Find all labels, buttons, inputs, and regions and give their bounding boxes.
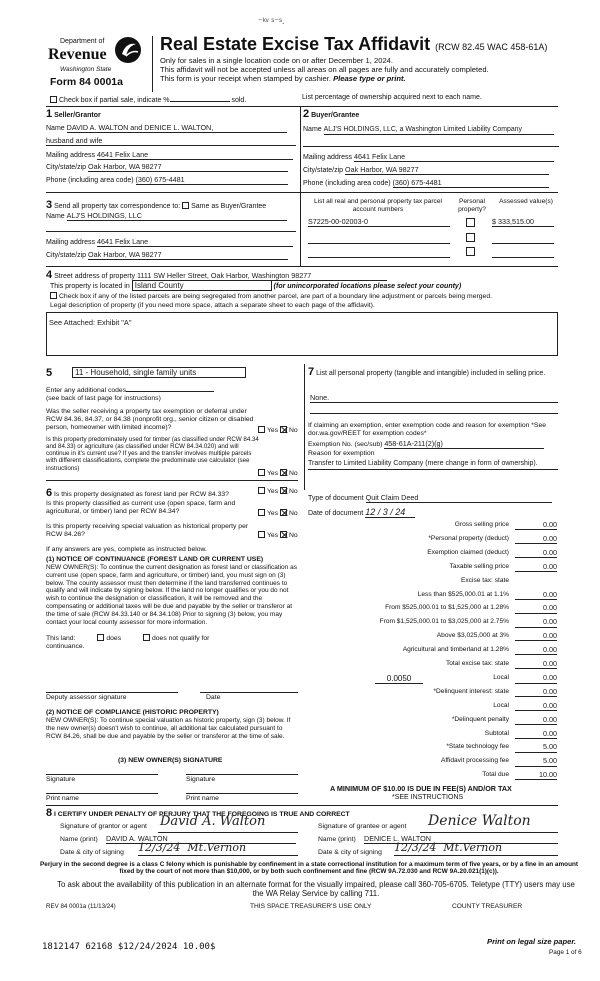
grantee-date-label: Date & city of signing bbox=[318, 849, 382, 856]
new-owner-print-2[interactable]: Print name bbox=[186, 795, 219, 802]
deputy-sig-label: Deputy assessor signature bbox=[46, 694, 127, 701]
tax-corr-address: Mailing address 4641 Felix Lane bbox=[46, 238, 296, 247]
grantee-sig-label: Signature of grantee or agent bbox=[318, 823, 407, 830]
grantee-signature[interactable]: Denice Walton bbox=[428, 813, 531, 829]
seller-city: City/state/zip Oak Harbor, WA 98277 bbox=[46, 163, 296, 172]
local-label: Local bbox=[493, 673, 509, 681]
buyer-name-field[interactable]: ALJ'S HOLDINGS, LLC, a Washington Limited Liability Company bbox=[324, 126, 554, 135]
tax-row-value[interactable]: 5.00 bbox=[515, 743, 557, 752]
tax-row bbox=[305, 771, 557, 780]
seller-name-field[interactable]: DAVID A. WALTON and DENICE L. WALTON, bbox=[67, 124, 287, 133]
forest-q-answers: Yes No bbox=[258, 487, 298, 496]
tax-row-value[interactable]: 0.00 bbox=[515, 535, 557, 544]
deputy-date-label: Date bbox=[206, 694, 221, 701]
tax-row-value[interactable]: 10.00 bbox=[515, 771, 557, 780]
treasurer-use: THIS SPACE TREASURER'S USE ONLY bbox=[250, 903, 372, 910]
tax-row-value[interactable]: 0.00 bbox=[515, 716, 557, 725]
assessed-col-header: Assessed value(s) bbox=[499, 198, 553, 205]
tax-row bbox=[305, 743, 557, 752]
timber-q-answers: Yes No bbox=[258, 469, 298, 478]
page-title: Real Estate Excise Tax Affidavit (RCW 82.45 WAC 458-61A) bbox=[160, 34, 548, 54]
tax-row-label: *Delinquent interest: state bbox=[433, 687, 509, 695]
tax-row bbox=[305, 716, 557, 725]
state-label: Washington State bbox=[60, 66, 112, 73]
legal-description-field[interactable]: See Attached: Exhibit "A" bbox=[46, 312, 558, 356]
legal-desc-label: Legal description of property (if you need more space, attach a separate sheet to each page of the affidavit). bbox=[50, 302, 375, 309]
tax-corr-name: Name ALJ'S HOLDINGS, LLC bbox=[46, 212, 296, 221]
forest-no-checkbox[interactable] bbox=[280, 487, 287, 494]
notice-1-body: NEW OWNER(S): To continue the current designation as forest land or classification as current use (open space, farm and agriculture, or timber) land, you must sign on (3) below. The county assessor must then determine if the land transferred continues to qualify and will indicate by signing below. If the land no longer qualifies or you do not wish to continue the designation or classification, it will be removed and the compensating or additional taxes will be due and payable by the seller or transferor at the time of sale (RCW 84.33.140 or 84.34.108) Prior to signing (3) below, you may contact your local county assessor for more information. bbox=[46, 564, 297, 626]
revenue-logo-icon bbox=[114, 36, 142, 64]
tax-row-value[interactable] bbox=[515, 577, 557, 585]
new-owner-sig-1[interactable]: Signature bbox=[46, 776, 76, 783]
tax-row-label: *Personal property (deduct) bbox=[428, 534, 509, 542]
perjury-text: Perjury in the second degree is a class C felony which is punishable by confinement in a state correctional institution for a maximum term of five years, or by a fine in an amount fixed by the court of not more than $10,000, or by both such confinement and fine (RCW 9A.72.030 and RCW 9A.20.021(1)(c)). bbox=[40, 861, 579, 876]
scan-marks: ⁻ᵏᵛ ˢ⁻ˢ. bbox=[258, 16, 285, 26]
new-owner-print-1[interactable]: Print name bbox=[46, 795, 79, 802]
tax-row-label: Exemption claimed (deduct) bbox=[427, 548, 509, 556]
reason-field[interactable]: Transfer to Limited Liability Company (mere change in form of ownership). bbox=[308, 459, 558, 470]
tax-row-label: *State technology fee bbox=[446, 743, 509, 751]
buyer-phone-field[interactable]: (360) 675-4481 bbox=[393, 179, 549, 188]
buyer-city-field[interactable]: Oak Harbor, WA 98277 bbox=[345, 166, 549, 175]
tax-row bbox=[305, 632, 557, 641]
county-select[interactable]: Island County bbox=[132, 280, 272, 291]
historic-yes-checkbox[interactable] bbox=[258, 531, 265, 538]
section-5-num: 5 bbox=[46, 367, 53, 379]
tax-row-value[interactable]: 0.00 bbox=[515, 618, 557, 627]
notice-2-title: (2) NOTICE OF COMPLIANCE (HISTORIC PROPERTY) bbox=[46, 709, 219, 716]
tax-row-label: Local bbox=[493, 701, 509, 709]
tax-row-value[interactable]: 0.00 bbox=[515, 688, 557, 697]
grantee-name-field[interactable]: DENICE L. WALTON bbox=[364, 835, 558, 844]
current-use-q-answers: Yes No bbox=[258, 509, 298, 518]
tax-row-label: Above $3,025,000 at 3% bbox=[436, 632, 509, 640]
partial-sale-checkbox[interactable] bbox=[50, 96, 57, 103]
county-row: This property is located in Island County (for unincorporated locations please select your county) bbox=[50, 281, 462, 290]
tax-corr-city-field[interactable]: Oak Harbor, WA 98277 bbox=[88, 251, 288, 260]
seller-name2-field[interactable]: husband and wife bbox=[46, 137, 296, 146]
segregate-row: Check box if any of the listed parcels are being segregated from another parcel, are part of a boundary line adjustment or parcels being merged. bbox=[50, 292, 492, 301]
land-use-select[interactable]: 11 - Household, single family units bbox=[72, 367, 246, 378]
header-notes: Only for sales in a single location code on or after December 1, 2024. This affidavit will not be accepted unless all areas on all pages are fully and accurately completed. This form is your receipt when stamped by cashier. Please type or print. bbox=[160, 56, 489, 84]
reason-label: Reason for exemption bbox=[308, 450, 375, 457]
tax-row-value[interactable]: 0.00 bbox=[515, 660, 557, 669]
notice-1-title: (1) NOTICE OF CONTINUANCE (FOREST LAND OR CURRENT USE) bbox=[46, 556, 264, 563]
tax-row-value[interactable]: 0.00 bbox=[515, 632, 557, 641]
local-rate: 0.0050 bbox=[375, 674, 423, 684]
tax-row-value[interactable]: 0.00 bbox=[515, 646, 557, 655]
timber-yes-checkbox[interactable] bbox=[258, 469, 265, 476]
section-1-title: 1 Seller/Grantor bbox=[46, 108, 101, 120]
tax-corr-address-field[interactable]: 4641 Felix Lane bbox=[97, 238, 293, 247]
grantee-name-label: Name (print) bbox=[318, 836, 356, 843]
section-3-title: 3 Send all property tax correspondence to: Same as Buyer/Grantee bbox=[46, 199, 267, 211]
property-address: 4 Street address of property 1111 SW Heller Street, Oak Harbor, Washington 98277 bbox=[46, 269, 387, 282]
current-use-no-checkbox[interactable] bbox=[280, 509, 287, 516]
tax-row-label: From $1,525,000.01 to $3,025,000 at 2.75% bbox=[379, 618, 509, 626]
tax-corr-name-field[interactable]: ALJ'S HOLDINGS, LLC bbox=[67, 212, 287, 221]
form-revision: REV 84 0001a (11/13/24) bbox=[46, 903, 116, 910]
tax-row-label: Taxable selling price bbox=[449, 562, 509, 570]
personal-property-field[interactable]: None. bbox=[310, 394, 558, 403]
seller-address-field[interactable]: 4641 Felix Lane bbox=[97, 151, 293, 160]
tax-row bbox=[305, 757, 557, 766]
parcel-field[interactable]: S7225-00-02003-0 bbox=[308, 218, 450, 227]
tax-row-value[interactable]: 0.00 bbox=[515, 521, 557, 530]
buyer-city: City/state/zip Oak Harbor, WA 98277 bbox=[303, 166, 559, 175]
tax-row-label: Total excise tax: state bbox=[445, 660, 509, 667]
exemption-yes-checkbox[interactable] bbox=[258, 426, 265, 433]
tax-row bbox=[305, 563, 557, 572]
personal-property-checkbox-2[interactable] bbox=[466, 233, 475, 242]
seller-phone-field[interactable]: (360) 675-4481 bbox=[136, 176, 288, 185]
timber-q: Is this property predominately used for timber (as classified under RCW 84.34 and 84.33) or agriculture (as classified under RCW 84.34.020) and will continue in it's current use? If yes and the transfer involves multiple parcels with different classifications, complete the predominate use calculator (see instructions) bbox=[46, 436, 259, 472]
certify-text: 8 I CERTIFY UNDER PENALTY OF PERJURY THAT THE FOREGOING IS TRUE AND CORRECT bbox=[46, 807, 350, 819]
legal-paper-note: Print on legal size paper. bbox=[487, 937, 577, 946]
same-as-buyer-checkbox[interactable] bbox=[182, 202, 189, 209]
tax-row-label: From $525,000.01 to $1,525,000 at 1.28% bbox=[385, 604, 509, 612]
tax-row-label: *Delinquent penalty bbox=[451, 715, 509, 723]
ownership-note: List percentage of ownership acquired next to each name. bbox=[302, 94, 482, 101]
exemption-q-answers: Yes No bbox=[258, 426, 298, 435]
tax-corr-city: City/state/zip Oak Harbor, WA 98277 bbox=[46, 251, 296, 260]
does-not-checkbox[interactable] bbox=[143, 634, 150, 641]
this-land-row: This land: does does not qualify for continuance. bbox=[46, 635, 210, 650]
personal-property-checkbox-3[interactable] bbox=[466, 247, 475, 256]
partial-sale: Check box if partial sale, indicate % sold. bbox=[50, 96, 246, 105]
tax-row bbox=[305, 730, 557, 739]
tax-row-label bbox=[305, 674, 515, 684]
accessibility-text: To ask about the availability of this publication in an alternate format for the visually impaired, please call 360-705-6705. Teletype (TTY) users may use the WA Relay Service by calling 711. bbox=[57, 880, 575, 899]
tax-row bbox=[305, 660, 557, 669]
grantor-name-label: Name (print) bbox=[60, 836, 98, 843]
historic-no-checkbox[interactable] bbox=[280, 531, 287, 538]
tax-row bbox=[305, 688, 557, 697]
tax-row-label: Affidavit processing fee bbox=[440, 757, 509, 765]
notice-3-title: (3) NEW OWNER(S) SIGNATURE bbox=[118, 757, 223, 764]
segregate-checkbox[interactable] bbox=[50, 292, 57, 299]
buyer-phone: Phone (including area code) (360) 675-4481 bbox=[303, 179, 559, 188]
tax-row bbox=[305, 702, 557, 711]
minimum-note: A MINIMUM OF $10.00 IS DUE IN FEE(S) AND/OR TAX bbox=[330, 784, 512, 793]
current-use-q: Is this property classified as current use (open space, farm and agricultural, or timber) land per RCW 84.34? bbox=[46, 500, 236, 515]
section-2-title: 2 Buyer/Grantee bbox=[303, 108, 360, 120]
timber-no-checkbox[interactable] bbox=[280, 469, 287, 476]
tax-row-label: Total due bbox=[482, 771, 509, 779]
forest-q: 6 Is this property designated as forest land per RCW 84.33? bbox=[46, 487, 229, 499]
current-use-yes-checkbox[interactable] bbox=[258, 509, 265, 516]
tax-row-label: Less than $525,000.01 at 1.1% bbox=[417, 590, 509, 598]
tax-row-label: Excise tax: state bbox=[460, 576, 509, 584]
historic-q-answers: Yes No bbox=[258, 531, 298, 540]
tax-row bbox=[305, 535, 557, 544]
seller-address: Mailing address 4641 Felix Lane bbox=[46, 151, 296, 160]
see-instructions: *SEE INSTRUCTIONS bbox=[392, 794, 464, 801]
revenue-label: Revenue bbox=[48, 46, 107, 63]
tax-row bbox=[305, 521, 557, 530]
dept-label: Department of bbox=[60, 38, 105, 45]
forest-yes-checkbox[interactable] bbox=[258, 487, 265, 494]
exemption-no-checkbox[interactable] bbox=[280, 426, 287, 433]
tax-row-value[interactable]: 0.00 bbox=[515, 549, 557, 558]
tax-row bbox=[305, 674, 557, 684]
grantee-date-field[interactable]: 12/3/24 Mt.Vernon bbox=[394, 842, 558, 856]
buyer-address-field[interactable]: 4641 Felix Lane bbox=[354, 153, 554, 162]
exemption-no-field[interactable]: 458-61A-211(2)(g) bbox=[384, 440, 544, 449]
buyer-address: Mailing address 4641 Felix Lane bbox=[303, 153, 559, 162]
parcel-col-header: List all real and personal property tax parcel account numbers bbox=[314, 198, 442, 213]
if-yes-note: If any answers are yes, complete as instructed below. bbox=[46, 546, 207, 553]
notice-2-body: NEW OWNER(S): To continue special valuation as historic property, sign (3) below. If the new owner(s) doesn't wish to continue, all additional tax calculated pursuant to RCW 84.26, shall be due and payable by the seller or transferor at the time of sale. bbox=[46, 717, 291, 740]
doc-date-field[interactable]: 12 / 3 / 24 bbox=[365, 507, 415, 518]
grantor-date-field[interactable]: 12/3/24 Mt.Vernon bbox=[138, 842, 298, 856]
tax-row-value[interactable]: 5.00 bbox=[515, 757, 557, 766]
tax-row-value[interactable]: 0.00 bbox=[515, 730, 557, 739]
grantor-date-label: Date & city of signing bbox=[60, 849, 124, 856]
tax-row-value[interactable]: 0.00 bbox=[515, 591, 557, 600]
seller-name: Name DAVID A. WALTON and DENICE L. WALTON, bbox=[46, 124, 296, 133]
tax-row bbox=[305, 549, 557, 558]
seller-phone: Phone (including area code) (360) 675-4481 bbox=[46, 176, 296, 185]
property-address-field[interactable]: 1111 SW Heller Street, Oak Harbor, Washington 98277 bbox=[137, 272, 387, 281]
doc-type-field[interactable]: Quit Claim Deed bbox=[366, 494, 552, 503]
tax-row bbox=[305, 604, 557, 613]
new-owner-sig-2[interactable]: Signature bbox=[186, 776, 216, 783]
exemption-q: Was the seller receiving a property tax exemption or deferral under RCW 84.36, 84.37, or 84.38 (nonprofit org., senior citizen or disabled person, homeowner with limited income)? bbox=[46, 408, 254, 431]
personal-property-checkbox-1[interactable] bbox=[466, 218, 475, 227]
grantor-sig-label: Signature of grantor or agent bbox=[60, 823, 147, 830]
tax-row bbox=[305, 646, 557, 655]
does-checkbox[interactable] bbox=[97, 634, 104, 641]
tax-row bbox=[305, 591, 557, 600]
exemption-no: Exemption No. (sec/sub) 458-61A-211(2)(g) bbox=[308, 440, 560, 449]
add-codes-label: Enter any additional codes (see back of last page for instructions) bbox=[46, 387, 214, 403]
exemption-note: If claiming an exemption, enter exemption code and reason for exemption *See dor.wa.gov/REET for exemption codes* bbox=[308, 422, 547, 437]
tax-row-label: Agricultural and timberland at 1.28% bbox=[402, 646, 509, 654]
form-number: Form 84 0001a bbox=[50, 76, 123, 88]
personal-col-header: Personal property? bbox=[458, 198, 486, 213]
tax-row-label: Gross selling price bbox=[454, 521, 509, 528]
historic-q: Is this property receiving special valuation as historical property per RCW 84.26? bbox=[46, 523, 249, 538]
personal-property-title: 7 List all personal property (tangible and intangible) included in selling price. bbox=[308, 366, 546, 378]
tax-row-value[interactable]: 0.00 bbox=[515, 674, 557, 684]
tax-row-value[interactable]: 0.00 bbox=[515, 702, 557, 711]
tax-row bbox=[305, 577, 557, 585]
grantor-signature[interactable]: David A. Walton bbox=[160, 814, 266, 829]
buyer-name: Name ALJ'S HOLDINGS, LLC, a Washington Limited Liability Company bbox=[303, 126, 559, 135]
county-treasurer: COUNTY TREASURER bbox=[452, 903, 523, 910]
assessed-field[interactable]: $ 333,515.00 bbox=[492, 218, 554, 227]
dor-logo bbox=[48, 36, 148, 98]
doc-date: Date of document 12 / 3 / 24 bbox=[308, 507, 415, 518]
doc-type: Type of document Quit Claim Deed bbox=[308, 494, 552, 503]
seller-city-field[interactable]: Oak Harbor, WA 98277 bbox=[88, 163, 288, 172]
receipt-stamp: 1812147 62168 $12/24/2024 10.00$ bbox=[42, 942, 216, 952]
tax-row-value[interactable]: 0.00 bbox=[515, 563, 557, 572]
page-number: Page 1 of 6 bbox=[549, 949, 582, 956]
tax-row bbox=[305, 618, 557, 627]
grantor-name-field[interactable]: DAVID A. WALTON bbox=[106, 835, 296, 844]
tax-row-label: Subtotal bbox=[484, 729, 509, 737]
tax-row-value[interactable]: 0.00 bbox=[515, 604, 557, 613]
